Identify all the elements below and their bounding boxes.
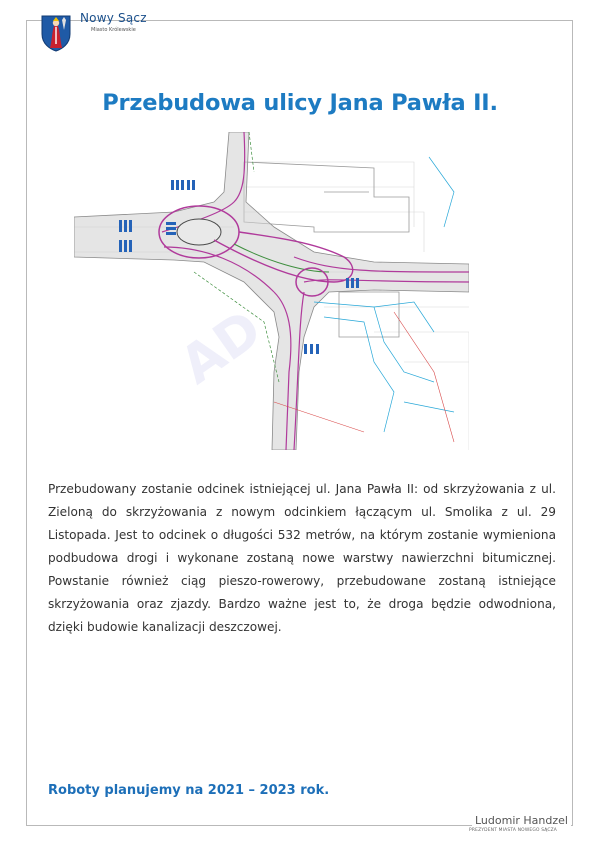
signature-name: Ludomir Handzel: [472, 814, 571, 827]
road-plan-drawing: [74, 132, 469, 450]
page-title: Przebudowa ulicy Jana Pawła II.: [102, 90, 498, 116]
schedule-note: Roboty planujemy na 2021 – 2023 rok.: [48, 783, 330, 798]
description-paragraph: Przebudowany zostanie odcinek istniejącej ul. Jana Pawła II: od skrzyżowania z ul. Zieloną do skrzyżowania z nowym odcinkiem łączącym ul. Smolika z ul. 29 Listopada. Jest to odcinek o długości 532 metrów, na którym zostanie wymieniona podbudowa drogi i wykonane zostaną nowe warstwy nawierzchni bitumicznej. Powstanie również ciąg pieszo-rowerowy, przebudowane zostaną istniejące skrzyżowania oraz zjazdy. Bardzo ważne jest to, że droga będzie odwodniona, dzięki budowie kanalizacji deszczowej.: [48, 482, 556, 634]
brand-name: Nowy Sącz: [80, 11, 147, 25]
svg-text:AD: AD: [169, 299, 273, 397]
brand-subtitle: Miasto Królewskie: [91, 27, 136, 33]
city-crest-icon: [40, 14, 72, 52]
signature-role: PREZYDENT MIASTA NOWEGO SĄCZA: [469, 828, 557, 833]
